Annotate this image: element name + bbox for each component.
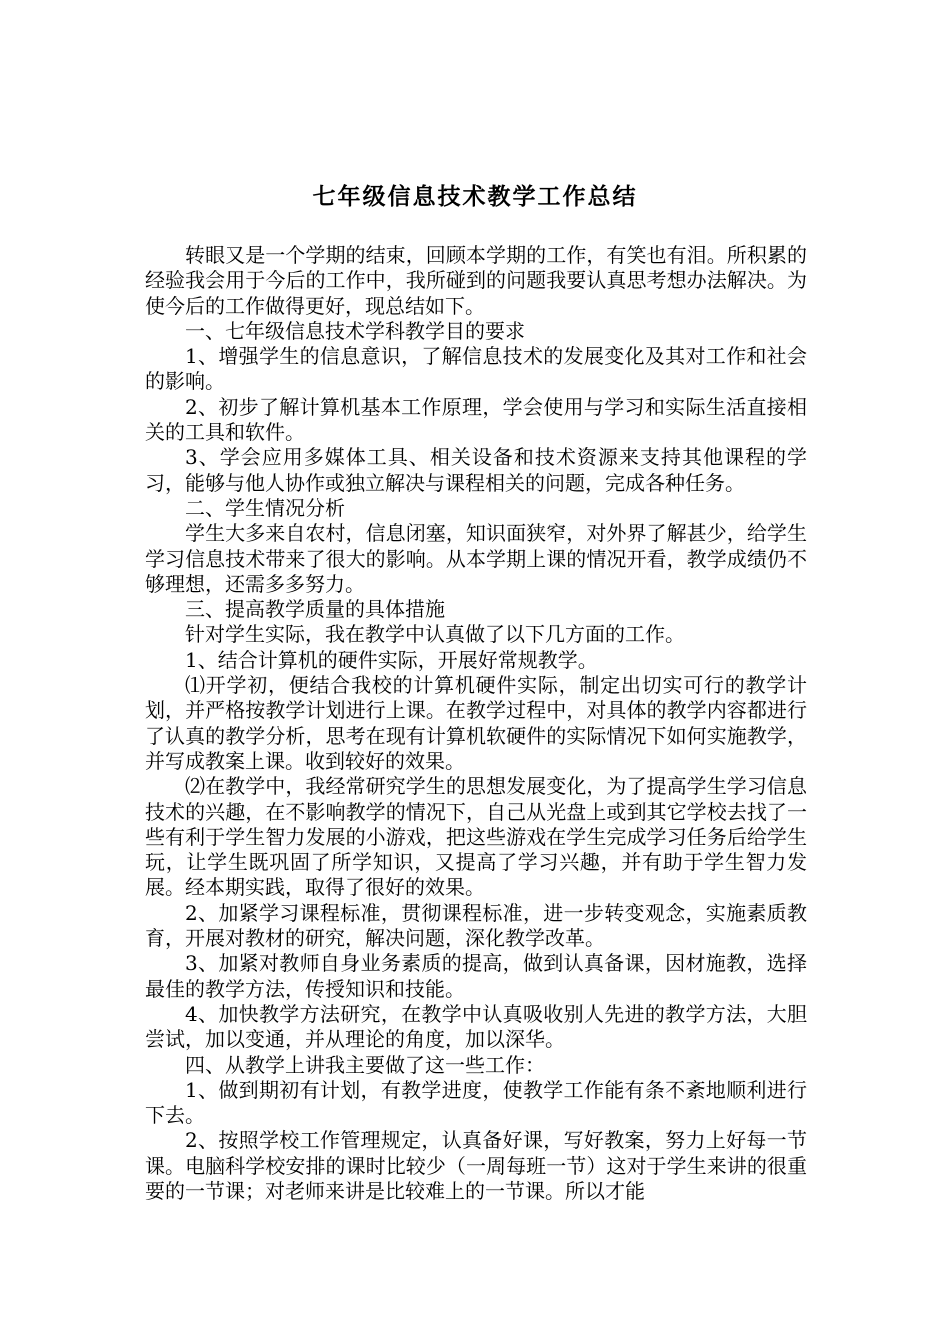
- paragraph: 1、结合计算机的硬件实际，开展好常规教学。: [185, 647, 598, 672]
- paragraph: 3、学会应用多媒体工具、相关设备和技术资源来支持其他课程的学习，能够与他人协作或独立解决与课程相关的问题，完成各种任务。: [145, 445, 807, 495]
- paragraph: 2、初步了解计算机基本工作原理，学会使用与学习和实际生活直接相关的工具和软件。: [145, 394, 807, 445]
- paragraph: 1、做到期初有计划，有教学进度，使教学工作能有条不紊地顺利进行下去。: [145, 1077, 807, 1128]
- paragraph: ⑴开学初，便结合我校的计算机硬件实际，制定出切实可行的教学计划，并严格按教学计划进行上课。在教学过程中，对具体的教学内容都进行了认真的教学分析，思考在现有计算机软硬件的实际情况下如何实施教学，并写成教案上课。收到较好的效果。: [145, 673, 807, 773]
- document-title: 七年级信息技术教学工作总结: [312, 183, 638, 210]
- section-heading-2: 二、学生情况分析: [185, 495, 345, 520]
- section-heading-4: 四、从教学上讲我主要做了这一些工作：: [185, 1052, 545, 1077]
- section-heading-1: 一、七年级信息技术学科教学目的要求: [185, 318, 525, 343]
- paragraph: 2、加紧学习课程标准，贯彻课程标准，进一步转变观念，实施素质教育，开展对教材的研究，解决问题，深化教学改革。: [145, 900, 807, 951]
- paragraph: 4、加快教学方法研究，在教学中认真吸收别人先进的教学方法，大胆尝试，加以变通，并从理论的角度，加以深华。: [145, 1001, 807, 1052]
- intro-paragraph: 转眼又是一个学期的结束，回顾本学期的工作，有笑也有泪。所积累的经验我会用于今后的工作中，我所碰到的问题我要认真思考想办法解决。为使今后的工作做得更好，现总结如下。: [145, 243, 807, 318]
- paragraph: ⑵在教学中，我经常研究学生的思想发展变化，为了提高学生学习信息技术的兴趣，在不影响教学的情况下，自己从光盘上或到其它学校去找了一些有利于学生智力发展的小游戏，把这些游戏在学生完成学习任务后给学生玩，让学生既巩固了所学知识，又提高了学习兴趣，并有助于学生智力发展。经本期实践，取得了很好的效果。: [145, 774, 807, 900]
- paragraph: 学生大多来自农村，信息闭塞，知识面狭窄，对外界了解甚少，给学生学习信息技术带来了很大的影响。从本学期上课的情况开看，教学成绩仍不够理想，还需多多努力。: [145, 521, 807, 596]
- section-heading-3: 三、提高教学质量的具体措施: [185, 597, 445, 622]
- paragraph: 1、增强学生的信息意识，了解信息技术的发展变化及其对工作和社会的影响。: [145, 344, 807, 394]
- paragraph: 2、按照学校工作管理规定，认真备好课，写好教案，努力上好每一节课。电脑科学校安排的课时比较少（一周每班一节）这对于学生来讲的很重要的一节课；对老师来讲是比较难上的一节课。所以才能: [145, 1128, 807, 1203]
- document-body: [145, 243, 807, 1204]
- paragraph: 3、加紧对教师自身业务素质的提高，做到认真备课，因材施教，选择最佳的教学方法，传授知识和技能。: [145, 951, 807, 1001]
- paragraph: 针对学生实际，我在教学中认真做了以下几方面的工作。: [185, 622, 685, 647]
